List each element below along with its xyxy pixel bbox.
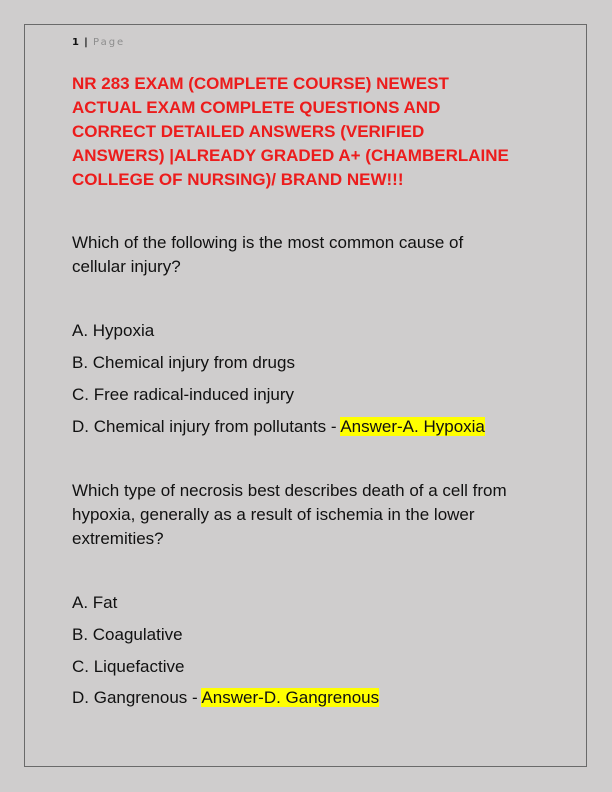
page-separator: | (84, 37, 89, 48)
question-2-option-a: A. Fat (72, 593, 118, 612)
question-2-text (72, 479, 542, 551)
question-2-option-b: B. Coagulative (72, 625, 183, 644)
question-2-option-c: C. Liquefactive (72, 657, 185, 676)
title-line: ANSWERS) |ALREADY GRADED A+ (CHAMBERLAINE (72, 146, 509, 165)
title-line: ACTUAL EXAM COMPLETE QUESTIONS AND (72, 98, 441, 117)
question-line: cellular injury? (72, 257, 181, 276)
question-2-option-d (72, 686, 379, 710)
option-d-text: D. Chemical injury from pollutants - (72, 417, 341, 436)
page-label: Page (93, 37, 126, 48)
question-1-option-d (72, 415, 485, 439)
document-title (72, 72, 552, 192)
question-line: extremities? (72, 529, 164, 548)
title-line: COLLEGE OF NURSING)/ BRAND NEW!!! (72, 170, 404, 189)
question-1-answer: Answer-A. Hypoxia (340, 417, 485, 436)
option-d-text: D. Gangrenous - (72, 688, 202, 707)
question-1-option-b: B. Chemical injury from drugs (72, 353, 295, 372)
question-1-option-c: C. Free radical-induced injury (72, 385, 295, 404)
question-2-answer: Answer-D. Gangrenous (201, 688, 380, 707)
question-line: hypoxia, generally as a result of ischemia in the lower (72, 505, 475, 524)
page-number: 1 (72, 37, 80, 48)
title-line: CORRECT DETAILED ANSWERS (VERIFIED (72, 122, 425, 141)
question-1-text (72, 231, 542, 279)
question-line: Which type of necrosis best describes death of a cell from (72, 481, 507, 500)
question-line: Which of the following is the most common cause of (72, 233, 464, 252)
page-header (72, 37, 125, 49)
question-1-option-a: A. Hypoxia (72, 321, 155, 340)
title-line: NR 283 EXAM (COMPLETE COURSE) NEWEST (72, 74, 449, 93)
